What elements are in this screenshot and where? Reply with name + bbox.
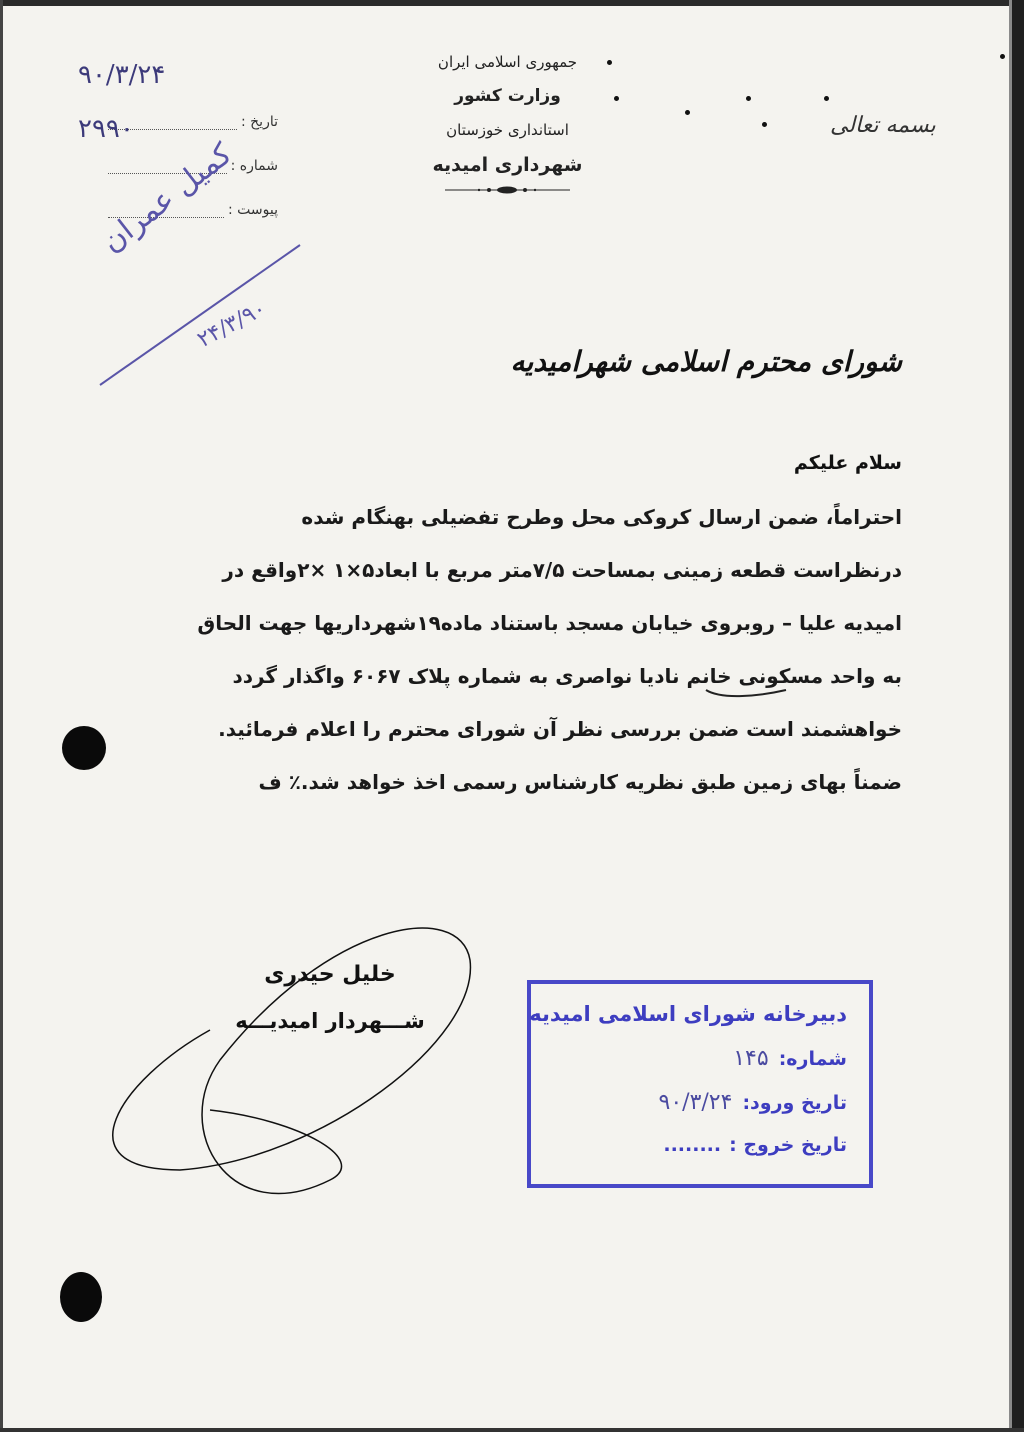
speck [607,60,612,65]
body-line: به واحد مسکونی خانم نادیا نواصری به شماره پلاک ۶۰۶۷ واگذار گردد [232,663,902,688]
speck [685,110,690,115]
punch-hole [62,726,106,770]
stamp-exit-row [663,1134,847,1156]
stamp-entry-label: تاریخ ورود: [742,1092,847,1114]
handwritten-referral-note: کمیل عمران [95,136,239,260]
letterhead-ministry: وزارت کشور [454,86,561,106]
speck [746,96,751,101]
speck [1000,54,1005,59]
meta-attachment-label: پیوست : [228,202,278,218]
stamp-exit-label: تاریخ خروج : [729,1134,847,1156]
meta-number-value: ۲۹۹۰ [78,114,134,144]
stamp-entry-row [659,1090,847,1115]
letterhead-municipality: شهرداری امیدیه [432,154,583,176]
body-line: خواهشمند است ضمن بررسی نظر آن شورای محترم را اعلام فرمائید. [218,716,902,741]
letterhead-province: استانداری خوزستان [446,121,569,139]
stamp-number-row [733,1046,847,1071]
meta-number-label: شماره : [230,158,278,174]
speck [762,122,767,127]
letterhead-country: جمهوری اسلامی ایران [437,53,578,71]
letter-body [122,490,902,808]
stamp-entry-value: ۹۰/۳/۲۴ [658,1090,733,1115]
speck [614,96,619,101]
speck [824,96,829,101]
referral-underline [100,245,300,385]
stamp-number-value: ۱۴۵ [733,1046,769,1071]
body-line: ضمناً بهای زمین طبق نظریه کارشناس رسمی اخذ خواهد شد.٪ ف [258,769,902,794]
stamp-title: دبیرخانه شورای اسلامی امیدیه [529,1002,847,1026]
punch-hole [60,1272,102,1322]
meta-date-label: تاریخ : [240,114,278,130]
bismillah: بسمه تعالی [830,113,936,138]
signature-block [200,962,460,1033]
secretariat-stamp [527,980,873,1188]
body-line: امیدیه علیا – روبروی خیابان مسجد باستناد ماده۱۹شهرداریها جهت الحاق [197,610,902,635]
letter-greeting: سلام علیکم [793,452,902,474]
signatory-name: خلیل حیدری [264,962,396,987]
letter-recipient: شورای محترم اسلامی شهرامیدیه [510,345,902,378]
stamp-number-label: شماره: [778,1048,847,1070]
handwritten-referral-date: ۲۴/۳/۹۰ [193,296,271,353]
stamp-exit-value: ........ [663,1134,722,1156]
signatory-title: شـــهردار امیدیـــه [235,1009,425,1033]
body-line: درنظراست قطعه زمینی بمساحت ۷/۵متر مربع با ابعاد۵×۱ ×۲واقع در [222,557,902,582]
body-line: احتراماً، ضمن ارسال کروکی محل وطرح تفضیلی بهنگام شده [301,504,902,529]
meta-date-value: ۹۰/۳/۲۴ [78,60,166,90]
